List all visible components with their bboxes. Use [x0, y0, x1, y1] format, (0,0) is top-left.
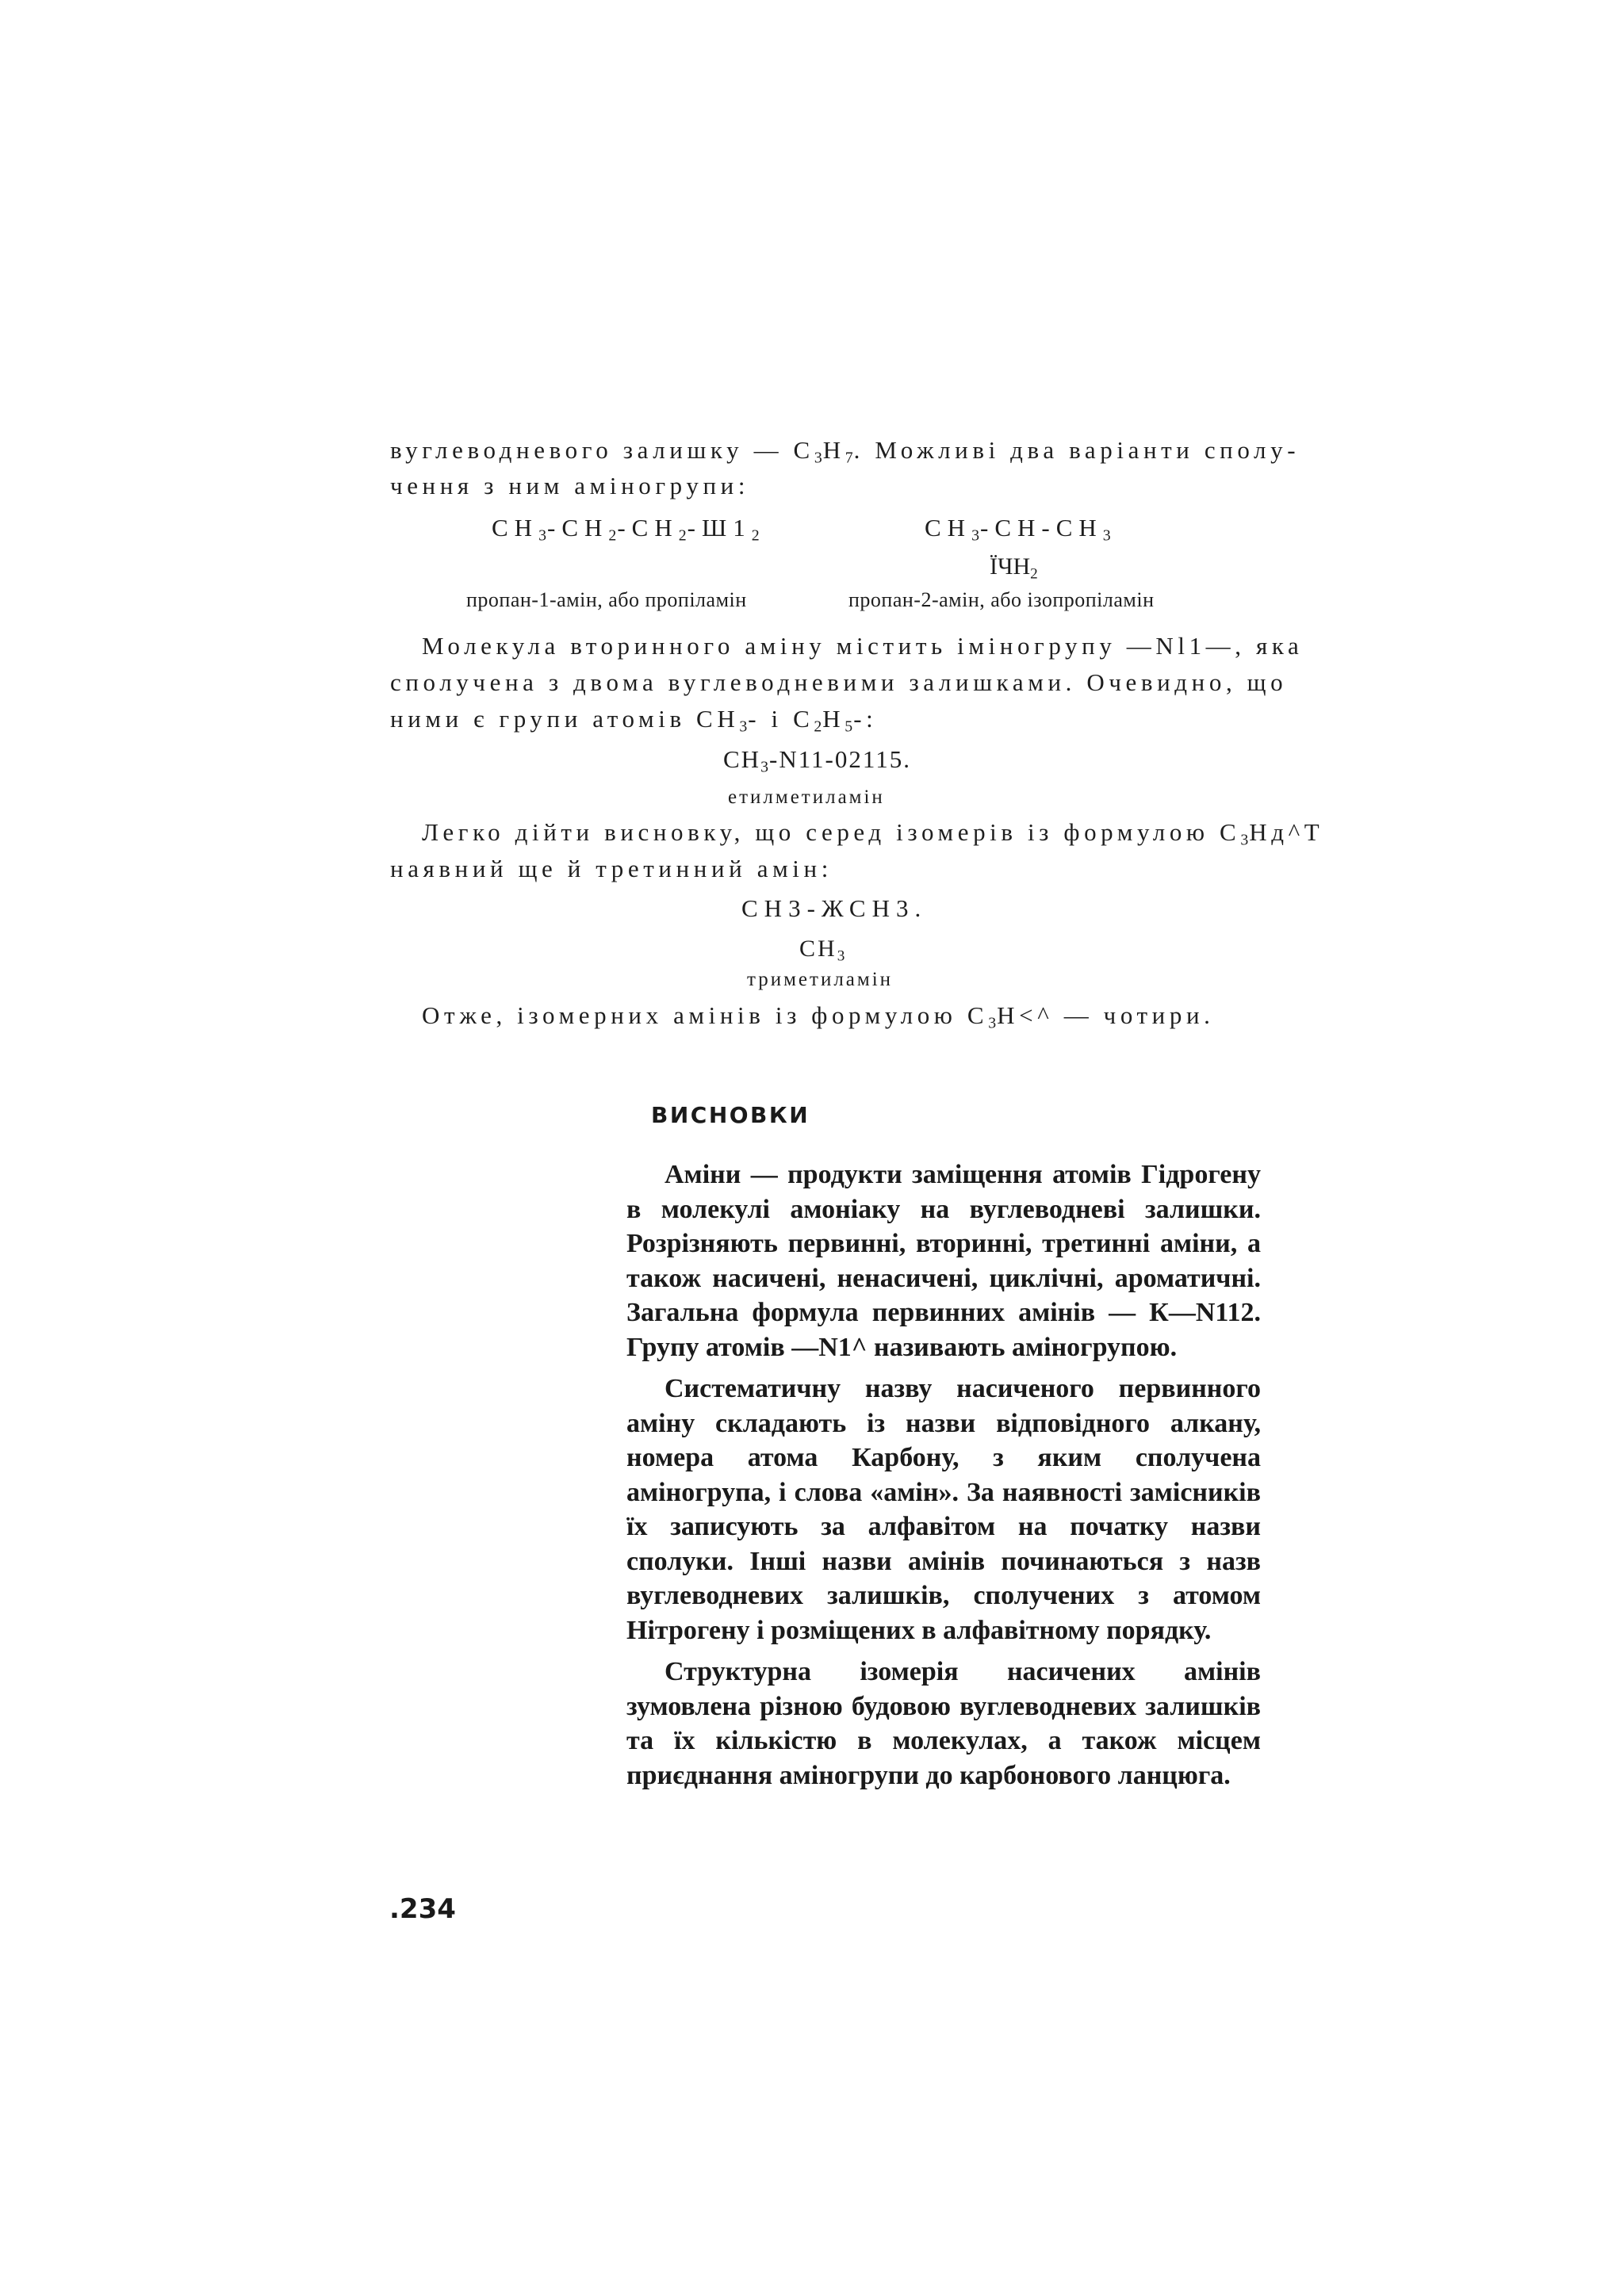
- secondary-line-1: Молекула вторинного аміну містить іміногрупу —Nl1—, яка: [422, 632, 1304, 660]
- ethylmethylamine-formula: $СН_3-N11-02115$.: [723, 745, 911, 776]
- conclusion-paragraph: Структурна ізомерія насичених амінів зумовлена різною будовою вуглеводневих залишків та їх кількістю в молекулах, а також місцем приєднання аміногрупи до карбонового ланцюга.: [626, 1657, 1261, 1790]
- secondary-line-3: ними є групи атомів $СН_3-$ і $С_2Н_5-$:: [390, 705, 878, 736]
- isopropylamine-amino-group: $ЇЧН_2$: [990, 553, 1039, 583]
- conclusion-paragraph: Систематичну назву насиченого первинного аміну складають із назви відповідного алкану, номера атома Карбону, з яким сполучена аміногрупа, і слова «амін». За наявності замісників їх записують за алфавітом на початку назви сполуки. Інші назви амінів починаються з назв вуглеводневих залишків, сполучених з атомом Нітрогену і розміщених в алфавітному порядку.: [626, 1374, 1261, 1645]
- intro-line-2: чення з ним аміногрупи:: [390, 472, 750, 499]
- tertiary-line-2: наявний ще й третинний амін:: [390, 855, 833, 882]
- conclusions-heading: ВИСНОВКИ: [651, 1102, 810, 1128]
- intro-line-1: вуглеводневого залишку — $С_3Н_7$. Можливі два варіанти сполу-: [390, 436, 1300, 467]
- isopropylamine-formula: $СН_3-СН-СН_3$: [925, 514, 1112, 545]
- secondary-line-2: сполучена з двома вуглеводневими залишками. Очевидно, що: [390, 668, 1288, 696]
- propylamine-formula: $СН_3-СН_2-СН_2-Ш1_2$: [492, 514, 760, 545]
- trimethylamine-formula: СН3-ЖСН3.: [741, 894, 928, 922]
- trimethylamine-methyl-group: $СН_3$: [799, 936, 846, 965]
- tertiary-line-1: Легко дійти висновку, що серед ізомерів із формулою $С_3Нд\^{}Т$: [422, 818, 1324, 849]
- page-number: .234: [389, 1893, 456, 1925]
- propylamine-caption: пропан-1-амін, або пропіламін: [466, 588, 747, 611]
- trimethylamine-caption: триметиламін: [747, 969, 894, 990]
- conclusions-block: [626, 1158, 1261, 1800]
- ethylmethylamine-caption: етилметиламін: [728, 786, 885, 808]
- conclusion-paragraph: Аміни — продукти заміщення атомів Гідрогену в молекулі амоніаку на вуглеводневі залишки. Розрізняють первинні, вторинні, третинні аміни, а також насичені, ненасичені, циклічні, ароматичні. Загальна формула первинних амінів — К—N112. Групу атомів —N1^ називають аміногрупою.: [626, 1160, 1261, 1362]
- summary-line: Отже, ізомерних амінів із формулою $С_3Н<\^{}$ — чотири.: [422, 1001, 1215, 1032]
- isopropylamine-caption: пропан-2-амін, або ізопропіламін: [848, 588, 1155, 611]
